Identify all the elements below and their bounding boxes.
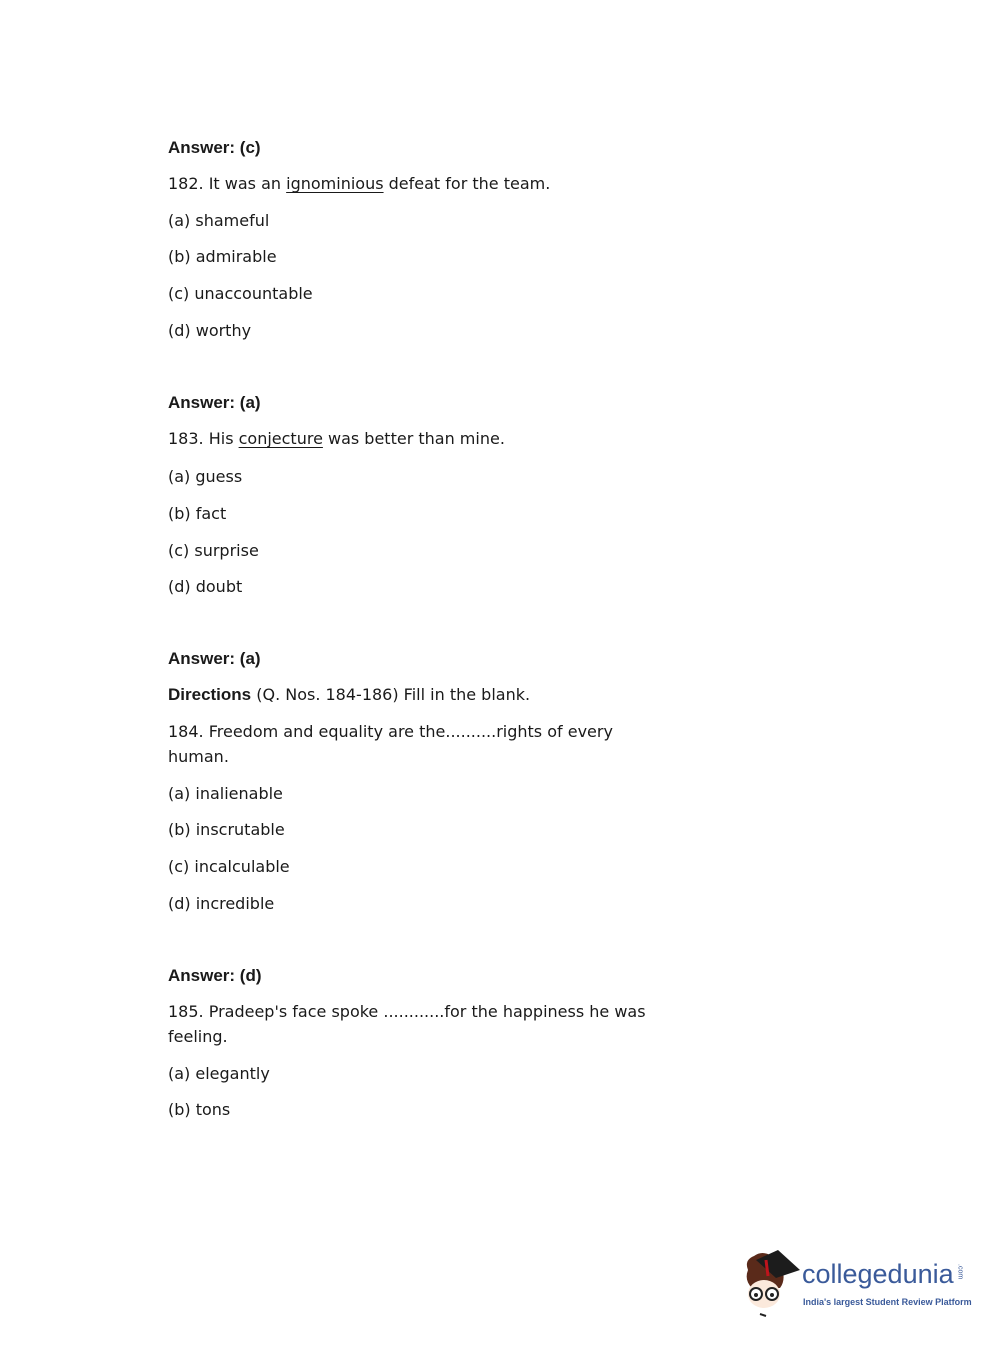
key-word: ignominious bbox=[286, 174, 384, 193]
logo-tagline: India's largest Student Review Platform bbox=[803, 1297, 972, 1307]
q-text: defeat for the team. bbox=[383, 174, 551, 193]
option: (d) doubt bbox=[168, 577, 243, 596]
logo-brand-row bbox=[802, 1258, 964, 1290]
key-word: conjecture bbox=[238, 429, 323, 448]
q-text: 182. It was an bbox=[168, 174, 287, 193]
option: (a) inalienable bbox=[168, 784, 283, 803]
option: (d) worthy bbox=[168, 321, 252, 340]
directions-text: (Q. Nos. 184-186) Fill in the blank. bbox=[251, 685, 531, 704]
option: (a) shameful bbox=[168, 211, 270, 230]
question-184-cont: human. bbox=[168, 747, 229, 766]
option: (a) elegantly bbox=[168, 1064, 270, 1083]
answer-184: Answer: (d) bbox=[168, 966, 262, 985]
option: (c) surprise bbox=[168, 541, 259, 560]
option: (d) incredible bbox=[168, 894, 275, 913]
option: (b) fact bbox=[168, 504, 227, 523]
logo-brand: collegedunia bbox=[802, 1259, 954, 1289]
answer-181: Answer: (c) bbox=[168, 138, 261, 157]
collegedunia-logo bbox=[742, 1248, 998, 1320]
question-185: 185. Pradeep's face spoke ............for the happiness he was bbox=[168, 1002, 646, 1021]
directions-label: Directions bbox=[168, 685, 252, 704]
option: (b) tons bbox=[168, 1100, 231, 1119]
question-184: 184. Freedom and equality are the..........rights of every bbox=[168, 722, 613, 741]
q-text: 183. His bbox=[168, 429, 239, 448]
option: (c) unaccountable bbox=[168, 284, 313, 303]
q-text: was better than mine. bbox=[322, 429, 505, 448]
option: (c) incalculable bbox=[168, 857, 290, 876]
question-182 bbox=[168, 174, 550, 194]
question-185-cont: feeling. bbox=[168, 1027, 228, 1046]
option: (b) inscrutable bbox=[168, 820, 285, 839]
mascot-icon bbox=[742, 1248, 802, 1320]
answer-183: Answer: (a) bbox=[168, 649, 261, 668]
question-183 bbox=[168, 429, 505, 449]
option: (b) admirable bbox=[168, 247, 277, 266]
logo-suffix: .com bbox=[956, 1264, 964, 1280]
directions bbox=[168, 685, 530, 705]
answer-182: Answer: (a) bbox=[168, 393, 261, 412]
option: (a) guess bbox=[168, 467, 243, 486]
